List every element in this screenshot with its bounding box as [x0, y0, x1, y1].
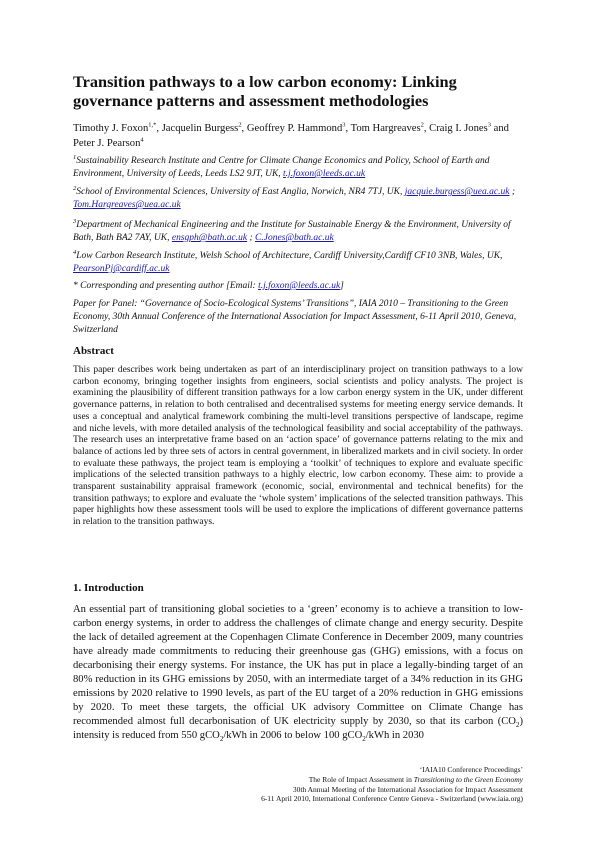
- affiliation-text: School of Environmental Sciences, University of East Anglia, Norwich, NR4 7TJ, UK,: [76, 187, 405, 197]
- affiliation-text: Low Carbon Research Institute, Welsh School of Architecture, Cardiff University,Cardiff CF10 3NB, Wales, UK,: [76, 251, 503, 261]
- author-sup: 2: [420, 121, 424, 129]
- intro-part: ) intensity is reduced from 550 gCO: [73, 716, 523, 741]
- affiliation-number: 3: [73, 217, 77, 225]
- intro-text: [73, 603, 523, 743]
- corresponding-text: * Corresponding and presenting author [Email:: [73, 281, 259, 291]
- email-link[interactable]: jacquie.burgess@uea.ac.uk: [404, 187, 510, 197]
- author-sup: 1,*: [148, 121, 157, 129]
- author: Geoffrey P. Hammond: [246, 123, 343, 134]
- subscript: 2: [219, 735, 224, 744]
- author-sup: 3: [487, 121, 491, 129]
- abstract-heading: Abstract: [73, 345, 114, 357]
- author-separator: ,: [241, 123, 247, 134]
- email-link[interactable]: t.j.foxon@leeds.ac.uk: [283, 169, 366, 179]
- affiliation-text: Department of Mechanical Engineering and the Institute for Sustainable Energy & the Environment, University of Bath, Bath BA2 7AY, UK,: [73, 220, 511, 243]
- author: Craig I. Jones: [429, 123, 488, 134]
- author-separator: ,: [423, 123, 430, 134]
- intro-part: /kWh in 2030: [365, 730, 424, 741]
- affiliation-number: 2: [73, 184, 77, 192]
- author-sup: 2: [238, 121, 242, 129]
- intro-heading: 1. Introduction: [73, 582, 144, 594]
- bracket: ]: [340, 281, 344, 291]
- affiliation-1: [73, 155, 523, 181]
- author-list: [73, 121, 523, 151]
- footer-text: The Role of Impact Assessment in: [308, 774, 414, 784]
- abstract-text: This paper describes work being undertaken as part of an interdisciplinary project on transition pathways to a low carbon economy, bringing together insights from engineers, social scientists and policy analysts. The project is examining the plausibility of different transition pathways for a low carbon energy system in the UK, under different governance patterns, in relation to both centralised and decentralised systems for meeting energy service demands. It uses a conceptual and analytical framework combining the multi-level transitions perspective of landscape, regime and niche levels, with more detailed analysis of the technological feasibility and social acceptability of the pathways. The research uses an interpretative frame based on an ‘action space’ of governance patterns relating to the mix and balance of actions led by three sets of actors in central government, in liberalized markets and in civil society. In order to evaluate these pathways, the project team is employing a ‘toolkit’ of techniques to explore and evaluate specific implications of the selected transition pathways to a highly electric, low carbon economy. These aim: to provide a transparent sustainability appraisal framework (economic, social, environmental and technical benefits) for the transition pathways; to explore and evaluate the ‘whole system’ implications of the selected transition pathways. This paper highlights how these assessment tools will be used to explore the implications of different governance patterns in relation to the transition pathways.: [73, 365, 523, 528]
- affiliation-4: [73, 250, 523, 276]
- affiliation-number: 1: [73, 153, 77, 161]
- email-link[interactable]: t.j.foxon@leeds.ac.uk: [258, 281, 341, 291]
- author-sup: 3: [342, 121, 346, 129]
- author: Peter J. Pearson: [73, 138, 141, 149]
- subscript: 2: [362, 735, 366, 744]
- author: Tom Hargreaves: [350, 123, 421, 134]
- author-separator: ,: [156, 123, 162, 134]
- footer-line: ‘IAIA10 Conference Proceedings’: [419, 765, 523, 774]
- affiliation-text: Sustainability Research Institute and Centre for Climate Change Economics and Policy, School of Earth and Environment, University of Leeds, Leeds LS2 9JT, UK,: [73, 156, 490, 179]
- author: Jacquelin Burgess: [161, 123, 239, 134]
- page-footer: [73, 765, 523, 804]
- author-sup: 4: [140, 136, 144, 144]
- author-separator: and: [490, 123, 509, 134]
- author-separator: ,: [345, 123, 351, 134]
- footer-line: 6-11 April 2010, International Conference Centre Geneva - Switzerland (www.iaia.org): [261, 794, 523, 804]
- footer-line: 30th Annual Meeting of the International Association for Impact Assessment: [292, 784, 523, 794]
- affiliation-2: $^2$School of Environmental Sciences, University of East Anglia, Norwich, NR4 7TJ, UK, jacquie.burgess@uea.ac.uk ; Tom.Hargreaves@uea.ac.uk: [73, 184, 515, 210]
- author: Timothy J. Foxon: [73, 123, 149, 134]
- paper-title: Transition pathways to a low carbon economy: Linking governance patterns and assessment methodologies: [73, 72, 457, 110]
- email-link[interactable]: C.Jones@bath.ac.uk: [255, 233, 334, 243]
- email-link[interactable]: Tom.Hargreaves@uea.ac.uk: [73, 200, 181, 210]
- corresponding-author: [73, 280, 523, 293]
- intro-part: /kWh in 2006 to below 100 gCO: [223, 730, 363, 741]
- footer-line: [73, 775, 523, 785]
- email-link[interactable]: ensgph@bath.ac.uk: [171, 233, 248, 243]
- affiliation-number: 4: [73, 248, 77, 256]
- subscript: 2: [515, 721, 520, 730]
- footer-italic: Transitioning to the Green Economy: [413, 774, 523, 784]
- panel-note: Paper for Panel: “Governance of Socio-Ecological Systems’ Transitions”, IAIA 2010 – Transitioning to the Green Economy, 30th Annual Conference of the International Association for Impact Assessment, 6-11 April 2010, Geneva, Switzerland: [73, 299, 517, 335]
- email-link[interactable]: PearsonPj@cardiff.ac.uk: [73, 264, 170, 274]
- intro-part: An essential part of transitioning global societies to a ‘green’ economy is to achieve a transition to low-carbon energy systems, in order to address the challenges of climate change and energy security. Despite the lack of detailed agreement at the Copenhagen Climate Conference in December 2009, many countries have already made commitments to reducing their greenhouse gas (GHG) emissions, with a focus on decarbonising their energy systems. For instance, the UK has put in place a legally-binding target of an 80% reduction in its GHG emissions by 2050, with an intermediate target of a 34% reduction in its GHG emissions by 2020 relative to 1990 levels, as part of the EU target of a 20% reduction in GHG emissions by 2020. To meet these targets, the official UK advisory Committee on Climate Change has recommended almost full decarbonisation of UK electricity supply by 2030, so that its carbon (CO: [73, 604, 523, 727]
- affiliation-3: $^3$Department of Mechanical Engineering and the Institute for Sustainable Energy & the Environment, University of Bath, Bath BA2 7AY, UK, ensgph@bath.ac.uk ; C.Jones@bath.ac.uk: [73, 217, 511, 243]
